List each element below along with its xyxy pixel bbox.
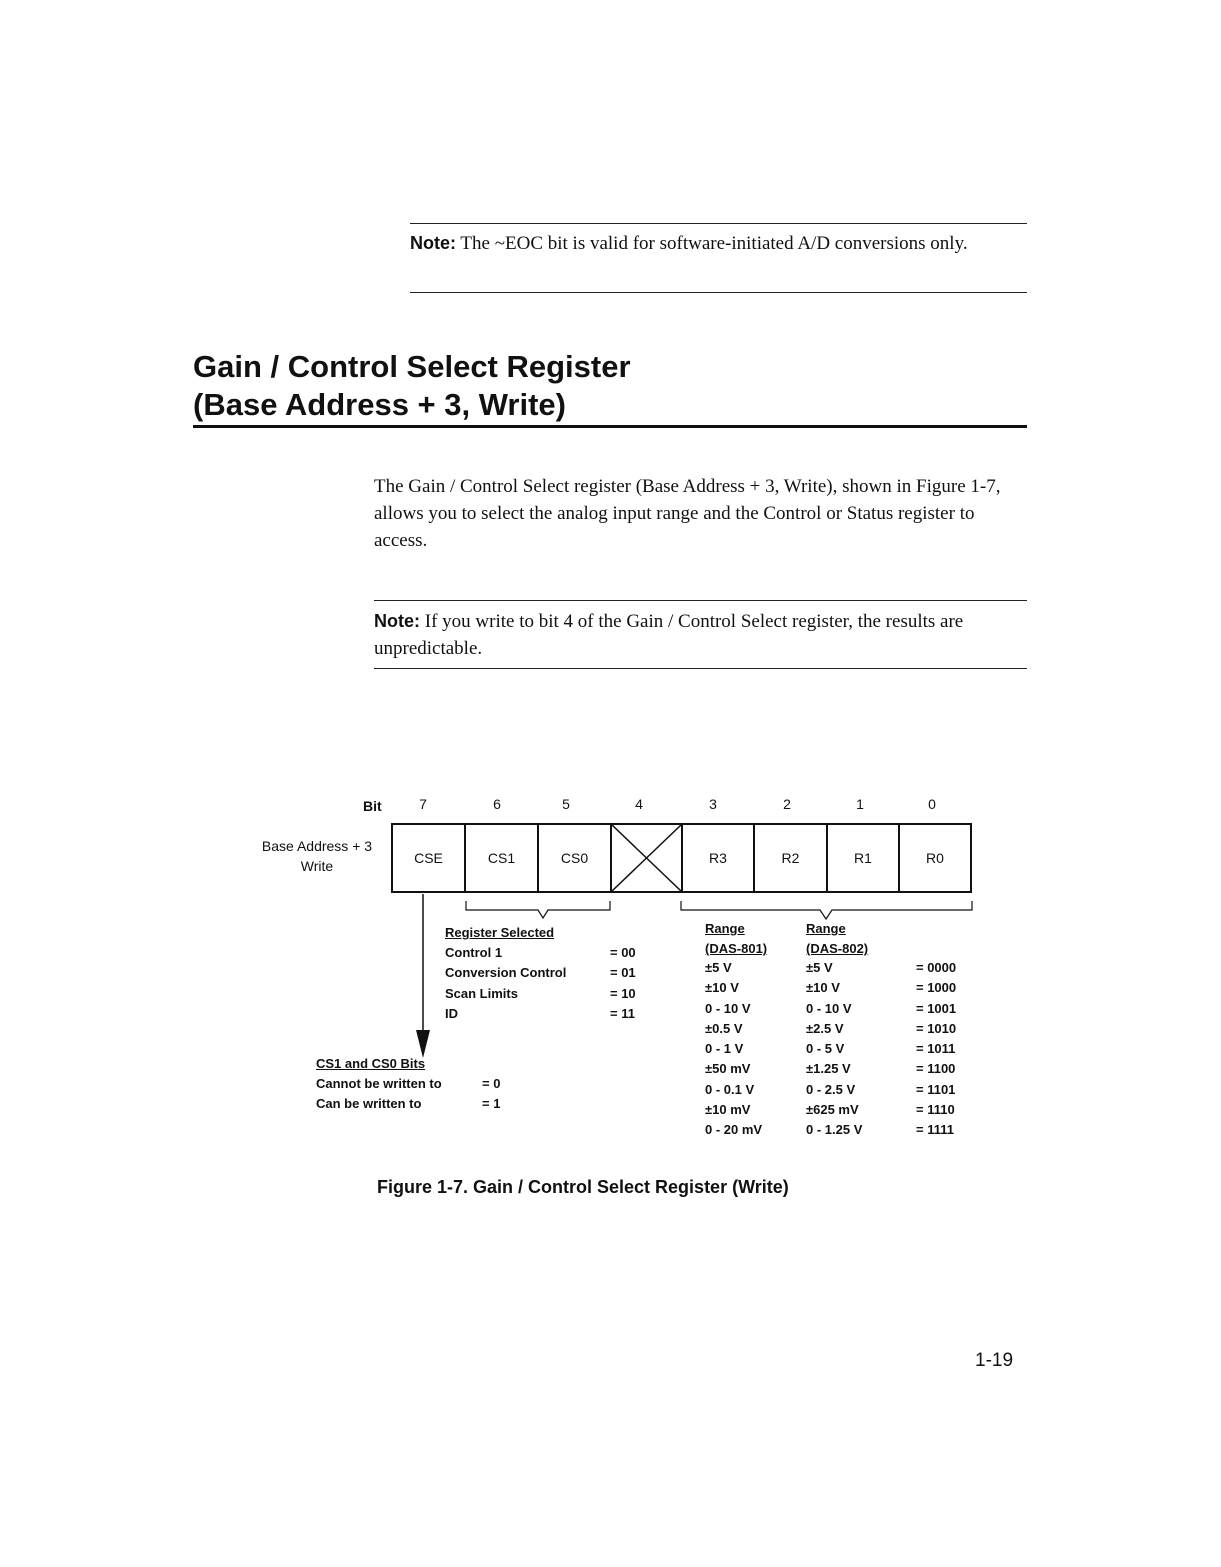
range-code: = 1100 — [916, 1061, 956, 1077]
bit-number-2: 2 — [783, 796, 791, 812]
range-das802-value: ±5 V — [806, 960, 833, 975]
range-das801-model: (DAS-801) — [705, 941, 768, 957]
register-selected-name: Scan Limits — [445, 985, 518, 1001]
bit-cell-4-unused — [610, 823, 683, 893]
note1 — [410, 230, 1027, 257]
range-das801-value: 0 - 20 mV — [705, 1122, 763, 1138]
range-das802-value: ±2.5 V — [806, 1020, 844, 1036]
register-address-line1: Base Address + 3 — [261, 838, 373, 854]
range-code: = 0000 — [916, 960, 957, 975]
range-das801-title: Range — [705, 921, 745, 936]
section-heading — [193, 348, 631, 424]
register-selected-name: ID — [445, 1005, 458, 1021]
note2-bottom-rule — [374, 668, 1027, 669]
range-code: = 1000 — [916, 980, 957, 996]
range-das801-heading — [705, 919, 767, 960]
range-das802-value: ±10 V — [806, 980, 840, 996]
cs-bits-names — [316, 1074, 442, 1115]
range-das802-heading — [806, 919, 868, 960]
cs-bits-brace — [466, 901, 610, 918]
note2-top-rule — [374, 600, 1027, 601]
range-das801-value: 0 - 10 V — [705, 1000, 751, 1016]
register-selected-name: Conversion Control — [445, 965, 567, 981]
bit-number-7: 7 — [419, 796, 427, 812]
figure-caption: Figure 1-7. Gain / Control Select Register (Write) — [377, 1177, 789, 1197]
range-code: = 1111 — [916, 1122, 954, 1138]
section-heading-line1: Gain / Control Select Register — [193, 349, 631, 384]
range-das801-values — [705, 958, 762, 1141]
page-number: 1-19 — [975, 1350, 1014, 1371]
range-das802-value: ±1.25 V — [806, 1061, 851, 1077]
note1-top-rule — [410, 223, 1027, 224]
range-das802-value: 0 - 1.25 V — [806, 1122, 863, 1138]
section-heading-line2: (Base Address + 3, Write) — [193, 387, 566, 422]
range-code: = 1010 — [916, 1020, 957, 1036]
note2-text: If you write to bit 4 of the Gain / Control Select register, the results are unpredictable. — [374, 611, 964, 659]
range-codes — [916, 958, 956, 1141]
register-selected-code: = 01 — [610, 965, 636, 981]
heading-rule — [193, 425, 1027, 428]
bit-number-1: 1 — [856, 796, 864, 812]
register-selected-name: Control 1 — [445, 945, 503, 960]
range-das801-value: ±5 V — [705, 960, 732, 975]
cs-bits-heading: CS1 and CS0 Bits — [316, 1056, 426, 1071]
range-das801-value: 0 - 1 V — [705, 1041, 744, 1057]
bit-number-5: 5 — [562, 796, 570, 812]
range-das802-value: 0 - 2.5 V — [806, 1081, 856, 1097]
register-address-line2: Write — [300, 858, 334, 875]
range-das802-value: ±625 mV — [806, 1102, 859, 1118]
range-das801-value: ±50 mV — [705, 1061, 751, 1077]
bit-number-6: 6 — [493, 796, 501, 812]
range-code: = 1101 — [916, 1081, 956, 1097]
range-code: = 1001 — [916, 1000, 957, 1016]
range-das801-value: ±0.5 V — [705, 1020, 743, 1036]
register-selected-heading: Register Selected — [445, 925, 555, 940]
range-das802-value: 0 - 5 V — [806, 1041, 845, 1057]
cs-bits-codes — [482, 1074, 500, 1115]
range-das802-values — [806, 958, 862, 1141]
cs-bits-name: Cannot be written to — [316, 1076, 442, 1091]
register-selected-code: = 11 — [610, 1005, 635, 1021]
bit-cell-r3: R3 — [681, 823, 755, 893]
cs-bits-name: Can be written to — [316, 1096, 422, 1112]
note1-text: The ~EOC bit is valid for software-initiated A/D conversions only. — [460, 233, 968, 254]
bit-cell-r0: R0 — [898, 823, 972, 893]
bit-cell-cs0: CS0 — [537, 823, 612, 893]
register-selected-codes — [610, 943, 636, 1024]
register-selected-code: = 10 — [610, 985, 636, 1001]
register-selected-names — [445, 943, 566, 1024]
range-das802-value: 0 - 10 V — [806, 1000, 852, 1016]
note1-bottom-rule — [410, 292, 1027, 293]
bit-cell-cs1: CS1 — [464, 823, 539, 893]
unused-bit-cross-icon — [612, 825, 681, 891]
bit-number-3: 3 — [709, 796, 717, 812]
range-das802-title: Range — [806, 921, 846, 936]
range-code: = 1110 — [916, 1102, 955, 1118]
register-address-label — [247, 836, 387, 877]
cs-bits-code: = 0 — [482, 1076, 501, 1091]
bit-cell-cse: CSE — [391, 823, 466, 893]
note2-label: Note: — [374, 611, 420, 631]
bit-cell-r1: R1 — [826, 823, 900, 893]
note2 — [374, 608, 1027, 662]
bit-number-0: 0 — [928, 796, 936, 812]
range-das801-value: ±10 V — [705, 980, 739, 996]
range-code: = 1011 — [916, 1041, 956, 1057]
cs-bits-code: = 1 — [482, 1096, 501, 1112]
range-das801-value: 0 - 0.1 V — [705, 1081, 755, 1097]
bit-label: Bit — [363, 798, 382, 814]
bit-number-4: 4 — [635, 796, 643, 812]
range-bits-brace — [681, 901, 972, 919]
bit-cell-r2: R2 — [753, 823, 828, 893]
range-das801-value: ±10 mV — [705, 1102, 751, 1118]
range-das802-model: (DAS-802) — [806, 941, 869, 957]
note1-label: Note: — [410, 233, 456, 253]
register-selected-code: = 00 — [610, 945, 636, 960]
body-paragraph: The Gain / Control Select register (Base Address + 3, Write), shown in Figure 1-7, allows you to select the analog input range and the Control or Status register to access. — [374, 476, 1001, 551]
